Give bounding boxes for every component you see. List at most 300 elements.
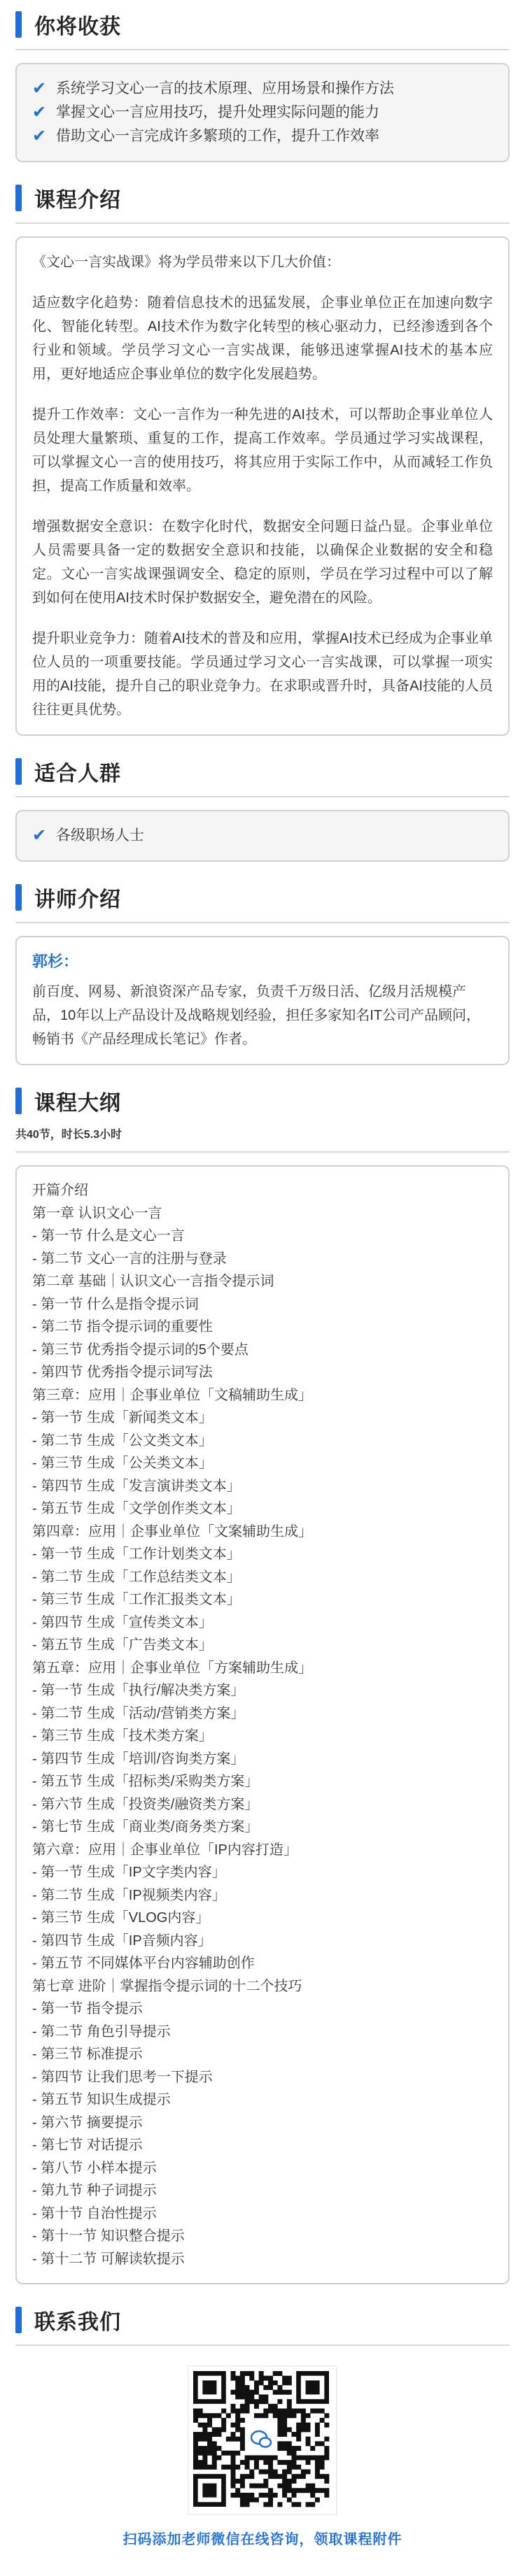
qr-module	[287, 2465, 292, 2470]
qr-module	[320, 2465, 325, 2470]
audience-header	[15, 747, 510, 796]
qr-module	[277, 2441, 282, 2446]
qr-module	[277, 2409, 282, 2414]
qr-module	[301, 2427, 306, 2432]
qr-module	[291, 2446, 296, 2451]
qr-module	[231, 2409, 236, 2414]
qr-module	[282, 2423, 287, 2428]
qr-module	[306, 2469, 311, 2474]
qr-module	[207, 2451, 212, 2456]
qr-module	[291, 2488, 296, 2493]
audience-item	[32, 824, 493, 848]
qr-module	[277, 2474, 282, 2479]
gain-item-text: 系统学习文心一言的技术原理、应用场景和操作方法	[56, 80, 394, 97]
qr-module	[259, 2399, 264, 2404]
qr-module	[207, 2423, 212, 2428]
qr-module	[245, 2409, 250, 2414]
qr-module	[287, 2390, 292, 2395]
qr-module	[254, 2399, 259, 2404]
qr-module	[268, 2488, 273, 2493]
qr-module	[221, 2418, 226, 2423]
outline-line: 第五章：应用｜企事业单位「方案辅助生成」	[32, 1660, 312, 1676]
qr-module	[235, 2427, 240, 2432]
outline-line: - 第二节 指令提示词的重要性	[32, 1319, 213, 1335]
outline-line: - 第一节 生成「新闻类文本」	[32, 1410, 213, 1425]
outline-line: - 第一节 指令提示	[32, 2001, 143, 2016]
outline-meta: 共40节，时长5.3小时	[15, 1129, 122, 1141]
qr-module	[249, 2371, 254, 2376]
qr-module	[277, 2399, 282, 2404]
qr-module	[273, 2380, 278, 2385]
qr-module	[245, 2390, 250, 2395]
check-icon: ✔	[32, 79, 47, 98]
qr-module	[263, 2455, 268, 2460]
outline-line: - 第二节 文心一言的注册与登录	[32, 1251, 227, 1267]
qr-module	[193, 2446, 198, 2451]
qr-module	[221, 2423, 226, 2428]
qr-module	[306, 2423, 311, 2428]
qr-module	[310, 2446, 315, 2451]
qr-module	[282, 2409, 287, 2414]
teacher-section	[0, 873, 525, 1065]
qr-module	[296, 2437, 301, 2442]
qr-finder-core	[202, 2380, 216, 2394]
section-divider	[15, 2344, 510, 2346]
qr-module	[240, 2371, 245, 2376]
outline-line: - 第五节 不同媒体平台内容辅助创作	[32, 1956, 255, 1971]
intro-paragraph: 提升工作效率：文心一言作为一种先进的AI技术，可以帮助企事业单位人员处理大量繁琐、重复的工作，提高工作效率。学员通过学习实战课程，可以掌握文心一言的使用技巧，将其应用于实际工作中，从而减轻工作负担，提高工作质量和效率。	[32, 407, 493, 494]
outline-line: - 第二节 生成「IP视频类内容」	[32, 1887, 226, 1903]
qr-module	[240, 2427, 245, 2432]
qr-module	[287, 2413, 292, 2418]
qr-module	[249, 2394, 254, 2399]
qr-module	[245, 2498, 250, 2503]
qr-module	[268, 2502, 273, 2507]
qr-module	[268, 2404, 273, 2409]
section-bar	[15, 1088, 22, 1114]
qr-module	[301, 2455, 306, 2460]
qr-module	[249, 2455, 254, 2460]
qr-module	[306, 2488, 311, 2493]
outline-line: - 第二节 生成「活动/营销类方案」	[32, 1705, 245, 1721]
qr-module	[259, 2484, 264, 2489]
section-bar	[15, 758, 22, 785]
qr-module	[240, 2418, 245, 2423]
qr-module	[324, 2451, 329, 2456]
qr-module	[212, 2451, 217, 2456]
audience-section	[0, 747, 525, 862]
intro-section	[0, 173, 525, 736]
qr-module	[301, 2423, 306, 2428]
contact-header	[15, 2296, 510, 2344]
outline-box	[15, 1165, 510, 2284]
qr-module	[193, 2418, 198, 2423]
qr-module	[310, 2488, 315, 2493]
qr-module	[245, 2371, 250, 2376]
qr-module	[216, 2446, 221, 2451]
intro-paragraph: 适应数字化趋势：随着信息技术的迅猛发展，企事业单位正在加速向数字化、智能化转型。AI技术作为数字化转型的核心驱动力，已经渗透到各个行业和领域。学员学习文心一言实战课，能够迅速掌握AI技术的基本应用，更好地适应企事业单位的数字化发展趋势。	[32, 295, 493, 382]
qr-module	[273, 2371, 278, 2376]
qr-module	[315, 2498, 320, 2503]
qr-module	[282, 2446, 287, 2451]
qr-module	[231, 2493, 236, 2498]
qr-module	[202, 2432, 207, 2437]
outline-line: - 第三节 标准提示	[32, 2047, 143, 2062]
outline-line: - 第六节 生成「投资类/融资类方案」	[32, 1796, 259, 1812]
qr-module	[273, 2493, 278, 2498]
gain-item	[32, 77, 493, 101]
outline-line: - 第三节 生成「VLOG内容」	[32, 1910, 210, 1926]
qr-module	[193, 2460, 198, 2465]
qr-module	[277, 2446, 282, 2451]
outline-line: - 第四节 让我们思考一下提示	[32, 2069, 213, 2085]
qr-module	[320, 2474, 325, 2479]
qr-module	[301, 2488, 306, 2493]
qr-module	[193, 2455, 198, 2460]
qr-module	[216, 2455, 221, 2460]
wechat-chat-icon-bubble	[260, 2438, 271, 2447]
qr-module	[193, 2409, 198, 2414]
qr-module	[231, 2460, 236, 2465]
qr-module	[315, 2469, 320, 2474]
qr-module	[212, 2455, 217, 2460]
qr-module	[282, 2460, 287, 2465]
contact-title: 联系我们	[34, 2311, 121, 2334]
qr-module	[324, 2474, 329, 2479]
qr-module	[240, 2441, 245, 2446]
qr-module	[268, 2409, 273, 2414]
intro-paragraph: 增强数据安全意识：在数字化时代，数据安全问题日益凸显。企事业单位人员需要具备一定的数据安全意识和技能，以确保企业数据的安全和稳定。文心一言实战课强调安全、稳定的原则，学员在学习过程中可以了解到如何在使用AI技术时保护数据安全，避免潜在的风险。	[32, 519, 493, 606]
qr-module	[268, 2469, 273, 2474]
section-bar	[15, 185, 22, 211]
qr-module	[198, 2413, 203, 2418]
qr-module	[263, 2502, 268, 2507]
qr-module	[282, 2488, 287, 2493]
qr-module	[231, 2455, 236, 2460]
qr-module	[254, 2385, 259, 2390]
qr-module	[324, 2488, 329, 2493]
outline-line: 第四章：应用｜企事业单位「文案辅助生成」	[32, 1523, 312, 1539]
teacher-title: 讲师介绍	[34, 888, 121, 911]
outline-line: - 第三节 生成「公关类文本」	[32, 1456, 213, 1471]
qr-module	[263, 2413, 268, 2418]
qr-module	[291, 2493, 296, 2498]
qr-module	[245, 2404, 250, 2409]
outline-line: - 第一节 生成「执行/解决类方案」	[32, 1683, 245, 1698]
qr-module	[221, 2409, 226, 2414]
qr-module	[235, 2390, 240, 2395]
qr-module	[273, 2455, 278, 2460]
qr-module	[193, 2441, 198, 2446]
qr-module	[259, 2455, 264, 2460]
qr-module	[287, 2484, 292, 2489]
qr-module	[287, 2479, 292, 2484]
outline-line: - 第八节 小样本提示	[32, 2160, 157, 2176]
section-bar	[15, 11, 22, 38]
qr-module	[287, 2498, 292, 2503]
qr-module	[231, 2451, 236, 2456]
qr-module	[235, 2413, 240, 2418]
qr-module	[193, 2451, 198, 2456]
qr-module	[282, 2474, 287, 2479]
qr-module	[277, 2460, 282, 2465]
qr-module	[296, 2488, 301, 2493]
qr-module	[249, 2376, 254, 2381]
qr-module	[263, 2493, 268, 2498]
qr-module	[268, 2376, 273, 2381]
outline-line: - 第十一节 知识整合提示	[32, 2228, 185, 2244]
qr-module	[296, 2455, 301, 2460]
audience-title: 适合人群	[34, 762, 121, 785]
qr-module	[231, 2469, 236, 2474]
outline-line: - 第一节 生成「工作计划类文本」	[32, 1546, 241, 1562]
qr-module	[231, 2479, 236, 2484]
qr-module	[254, 2404, 259, 2409]
section-bar	[15, 884, 22, 911]
gains-section	[0, 0, 525, 162]
qr-module	[273, 2474, 278, 2479]
qr-module	[198, 2423, 203, 2428]
outline-line: - 第二节 生成「工作总结类文本」	[32, 1569, 241, 1585]
outline-line: - 第三节 生成「技术类方案」	[32, 1728, 213, 1744]
qr-module	[212, 2441, 217, 2446]
qr-module	[240, 2502, 245, 2507]
outline-line: - 第一节 生成「IP文字类内容」	[32, 1865, 226, 1880]
section-divider	[15, 922, 510, 923]
qr-module	[249, 2493, 254, 2498]
qr-code-graphic	[189, 2367, 333, 2511]
qr-module	[296, 2502, 301, 2507]
qr-finder-core	[306, 2380, 320, 2394]
gain-item	[32, 101, 493, 124]
qr-module	[198, 2451, 203, 2456]
outline-line: 开篇介绍	[32, 1183, 88, 1198]
gain-item-text: 掌握文心一言应用技巧，提升处理实际问题的能力	[56, 104, 379, 120]
qr-module	[291, 2465, 296, 2470]
qr-module	[324, 2413, 329, 2418]
qr-module	[235, 2423, 240, 2428]
section-divider	[15, 796, 510, 797]
qr-module	[226, 2437, 231, 2442]
qr-module	[240, 2474, 245, 2479]
outline-line: - 第一节 什么是文心一言	[32, 1228, 185, 1244]
qr-module	[254, 2390, 259, 2395]
qr-code[interactable]	[188, 2365, 337, 2515]
teacher-header	[15, 873, 510, 922]
qr-module	[277, 2484, 282, 2489]
qr-module	[249, 2390, 254, 2395]
qr-module	[259, 2376, 264, 2381]
qr-module	[245, 2385, 250, 2390]
qr-module	[221, 2451, 226, 2456]
qr-module	[310, 2484, 315, 2489]
qr-module	[235, 2493, 240, 2498]
qr-module	[320, 2455, 325, 2460]
qr-module	[306, 2427, 311, 2432]
qr-module	[263, 2484, 268, 2489]
teacher-box	[15, 936, 510, 1065]
qr-module	[320, 2488, 325, 2493]
qr-module	[315, 2432, 320, 2437]
qr-module	[212, 2432, 217, 2437]
qr-module	[296, 2465, 301, 2470]
outline-line: - 第七节 生成「商业类/商务类方案」	[32, 1819, 259, 1835]
outline-line: - 第四节 生成「宣传类文本」	[32, 1614, 213, 1630]
qr-module	[240, 2446, 245, 2451]
qr-module	[259, 2413, 264, 2418]
qr-module	[207, 2432, 212, 2437]
qr-module	[235, 2465, 240, 2470]
qr-module	[324, 2446, 329, 2451]
qr-module	[254, 2498, 259, 2503]
outline-line: - 第五节 生成「广告类文本」	[32, 1637, 213, 1653]
section-divider	[15, 49, 510, 50]
qr-module	[291, 2413, 296, 2418]
outline-line: - 第十二节 可解读软提示	[32, 2251, 185, 2267]
outline-header	[15, 1076, 510, 1125]
gains-title: 你将收获	[34, 15, 121, 38]
qr-module	[296, 2423, 301, 2428]
qr-module	[235, 2385, 240, 2390]
qr-module	[259, 2469, 264, 2474]
outline-line: - 第五节 生成「文学创作类文本」	[32, 1501, 241, 1516]
qr-module	[291, 2479, 296, 2484]
qr-module	[226, 2413, 231, 2418]
outline-line: - 第九节 种子词提示	[32, 2183, 157, 2198]
qr-module	[324, 2437, 329, 2442]
qr-module	[268, 2474, 273, 2479]
qr-module	[240, 2390, 245, 2395]
qr-module	[273, 2404, 278, 2409]
gains-header	[15, 0, 510, 49]
qr-module	[249, 2474, 254, 2479]
qr-module	[268, 2385, 273, 2390]
qr-module	[221, 2465, 226, 2470]
qr-module	[231, 2371, 236, 2376]
outline-section	[0, 1076, 525, 2284]
qr-module	[301, 2469, 306, 2474]
outline-line: 第三章：应用｜企事业单位「文稿辅助生成」	[32, 1387, 312, 1403]
qr-module	[231, 2423, 236, 2428]
qr-module	[240, 2437, 245, 2442]
qr-module	[235, 2409, 240, 2414]
qr-module	[324, 2479, 329, 2484]
qr-module	[231, 2390, 236, 2395]
qr-module	[277, 2390, 282, 2395]
qr-module	[198, 2465, 203, 2470]
qr-module	[282, 2376, 287, 2381]
qr-module	[193, 2413, 198, 2418]
outline-line: - 第四节 生成「IP音频内容」	[32, 1933, 212, 1949]
qr-module	[277, 2418, 282, 2423]
qr-module	[306, 2455, 311, 2460]
qr-module	[301, 2418, 306, 2423]
qr-module	[212, 2446, 217, 2451]
qr-module	[231, 2437, 236, 2442]
qr-module	[202, 2460, 207, 2465]
qr-module	[202, 2427, 207, 2432]
qr-module	[291, 2451, 296, 2456]
qr-module	[310, 2502, 315, 2507]
qr-module	[193, 2465, 198, 2470]
qr-module	[240, 2432, 245, 2437]
qr-module	[245, 2474, 250, 2479]
qr-module	[306, 2413, 311, 2418]
qr-module	[282, 2418, 287, 2423]
qr-module	[240, 2460, 245, 2465]
qr-module	[273, 2409, 278, 2414]
outline-line: - 第三节 生成「工作汇报类文本」	[32, 1592, 241, 1607]
qr-module	[268, 2455, 273, 2460]
qr-module	[212, 2460, 217, 2465]
qr-module	[306, 2484, 311, 2489]
intro-box	[15, 236, 510, 736]
qr-module	[301, 2409, 306, 2414]
intro-paragraph: 提升职业竞争力：随着AI技术的普及和应用，掌握AI技术已经成为企事业单位人员的一项重要技能。学员通过学习文心一言实战课，可以掌握一项实用的AI技能，提升自己的职业竞争力。在求职或晋升时，具备AI技能的人员往往更具优势。	[32, 631, 493, 718]
qr-module	[315, 2455, 320, 2460]
check-icon: ✔	[32, 103, 47, 122]
qr-module	[263, 2409, 268, 2414]
qr-module	[198, 2446, 203, 2451]
qr-module	[259, 2380, 264, 2385]
qr-module	[263, 2399, 268, 2404]
qr-module	[263, 2469, 268, 2474]
gain-item	[32, 124, 493, 148]
outline-line: - 第四节 生成「培训/咨询类方案」	[32, 1751, 245, 1767]
section-divider	[15, 1151, 510, 1153]
qr-module	[235, 2394, 240, 2399]
qr-module	[202, 2446, 207, 2451]
outline-title: 课程大纲	[34, 1092, 121, 1115]
qr-module	[226, 2465, 231, 2470]
qr-module	[212, 2413, 217, 2418]
qr-module	[282, 2493, 287, 2498]
contact-section	[0, 2296, 525, 2548]
qr-module	[282, 2390, 287, 2395]
qr-module	[282, 2432, 287, 2437]
qr-module	[202, 2451, 207, 2456]
qr-module	[277, 2423, 282, 2428]
outline-line: - 第一节 什么是指令提示词	[32, 1296, 199, 1312]
qr-module	[231, 2465, 236, 2470]
qr-module	[212, 2427, 217, 2432]
qr-module	[268, 2465, 273, 2470]
qr-module	[245, 2399, 250, 2404]
qr-module	[193, 2437, 198, 2442]
qr-module	[287, 2409, 292, 2414]
outline-line: - 第七节 对话提示	[32, 2137, 143, 2153]
qr-module	[254, 2413, 259, 2418]
qr-module	[254, 2455, 259, 2460]
qr-wrap	[15, 2358, 510, 2548]
qr-module	[324, 2455, 329, 2460]
qr-module	[216, 2432, 221, 2437]
qr-module	[282, 2427, 287, 2432]
qr-module	[202, 2455, 207, 2460]
qr-module	[315, 2409, 320, 2414]
qr-module	[315, 2423, 320, 2428]
qr-module	[207, 2465, 212, 2470]
qr-module	[245, 2493, 250, 2498]
qr-module	[226, 2451, 231, 2456]
qr-module	[287, 2469, 292, 2474]
qr-module	[306, 2441, 311, 2446]
qr-module	[287, 2441, 292, 2446]
qr-module	[296, 2446, 301, 2451]
qr-module	[324, 2493, 329, 2498]
qr-module	[320, 2418, 325, 2423]
qr-module	[240, 2498, 245, 2503]
